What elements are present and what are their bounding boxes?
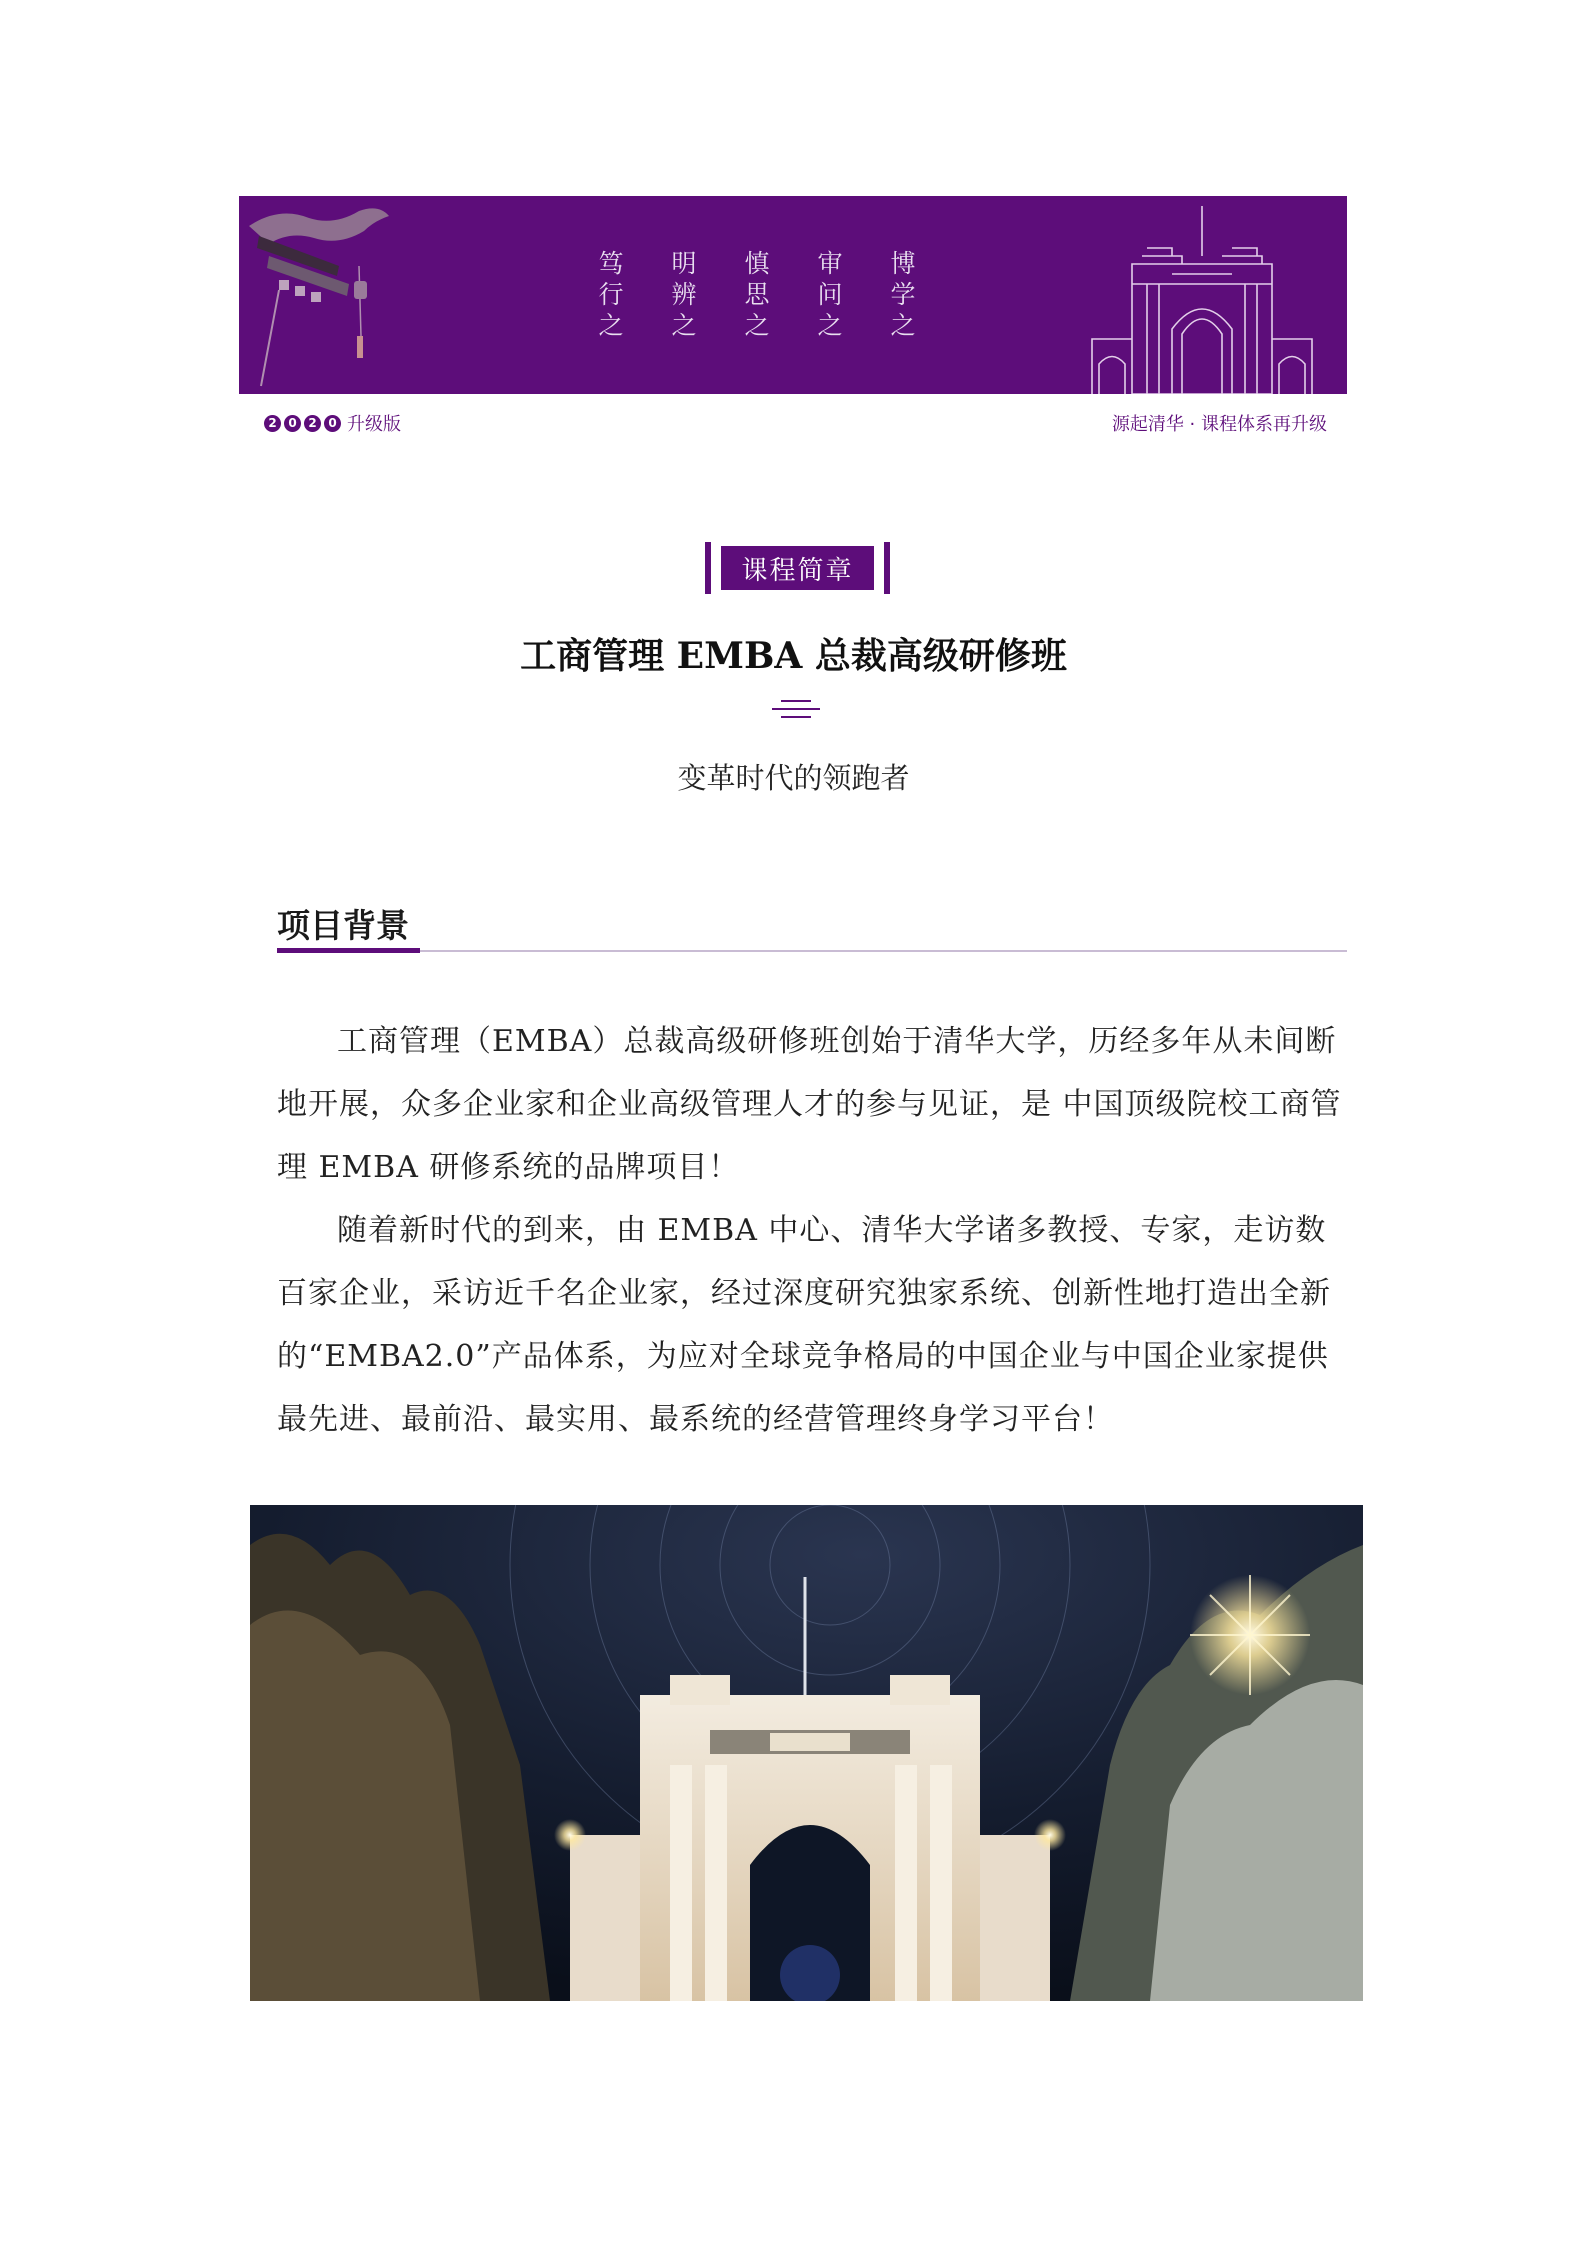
year-digit: 2 (264, 415, 281, 432)
gate-line-art-icon (1087, 204, 1317, 394)
campus-gate-photo (250, 1505, 1363, 2001)
page-title: 工商管理 EMBA 总裁高级研修班 (520, 635, 1067, 677)
title-divider (772, 700, 820, 728)
badge-left-bar (705, 542, 711, 594)
header-banner (239, 196, 1347, 394)
year-digit: 0 (324, 415, 341, 432)
upgrade-label: 升级版 (347, 414, 401, 435)
dragon-eave-icon (239, 196, 399, 394)
edition-label (264, 410, 401, 436)
motto-column: 明 辨 之 (671, 249, 697, 340)
year-digit: 0 (284, 415, 301, 432)
banner-tagline: 源起清华 · 课程体系再升级 (1111, 414, 1327, 435)
paragraph: 随着新时代的到来，由 EMBA 中心、清华大学诸多教授、专家，走访数百家企业，采访近千名企业家，经过深度研究独家系统、创新性地打造出全新的“EMBA2.0”产品体系，为应对全球竞争格局的中国企业与中国企业家提供最先进、最前沿、最实用、最系统的经营管理终身学习平台！ (277, 1213, 1331, 1437)
section-divider (277, 950, 1347, 952)
paragraph: 工商管理（EMBA）总裁高级研修班创始于清华大学，历经多年从未间断地开展，众多企业家和企业高级管理人才的参与见证，是 中国顶级院校工商管理 EMBA 研修系统的品牌项目！ (277, 1024, 1342, 1185)
motto-column: 审 问 之 (817, 249, 843, 340)
section-heading: 项目背景 (277, 906, 409, 945)
motto-column: 慎 思 之 (744, 249, 770, 340)
year-digit: 2 (304, 415, 321, 432)
brochure-badge (705, 542, 890, 594)
motto-column: 博 学 之 (890, 249, 916, 340)
page-subtitle: 变革时代的领跑者 (677, 761, 910, 795)
badge-right-bar (884, 542, 890, 594)
badge-label: 课程简章 (721, 546, 874, 590)
motto (594, 248, 984, 348)
motto-column: 笃 行 之 (598, 249, 624, 340)
section-divider-accent (277, 948, 420, 953)
section-body (277, 1010, 1352, 1451)
